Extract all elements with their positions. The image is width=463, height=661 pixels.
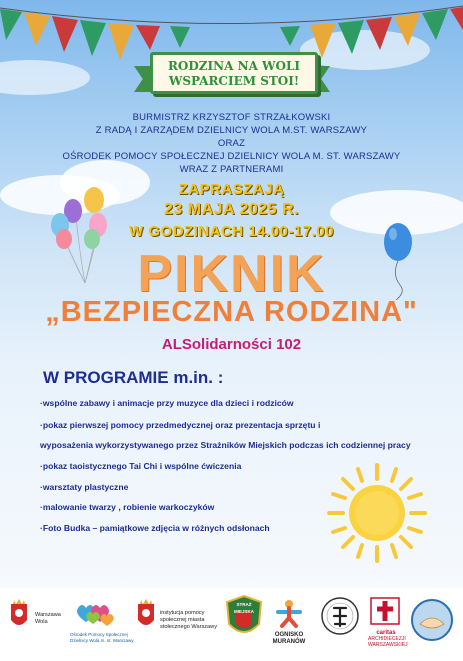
caritas-line1: caritas xyxy=(376,630,396,636)
program-title: W PROGRAMIE m.in. : xyxy=(43,368,224,387)
institution-line1: instytucja pomocy xyxy=(160,610,205,616)
wola-crest-icon xyxy=(8,598,30,632)
tai-chi-logo xyxy=(320,596,360,640)
straz-label: STRAŻ MIEJSKA xyxy=(233,602,254,614)
institution-logo-text xyxy=(160,610,217,631)
straz-miejska-logo xyxy=(225,594,263,644)
ognisko-figure-icon xyxy=(272,598,306,628)
event-subtitle: „BEZPIECZNA RODZINA" xyxy=(45,296,418,328)
program-item: ·malowanie twarzy , robienie warkoczyków xyxy=(40,502,215,512)
title-banner xyxy=(150,52,318,94)
wola-logo-line2: Wola xyxy=(35,619,48,625)
organizer-line-1: BURMISTRZ KRZYSZTOF STRZAŁKOWSKI xyxy=(132,112,331,123)
tai-chi-emblem-icon xyxy=(320,596,360,636)
caritas-cross-icon xyxy=(368,596,402,626)
program-item: wyposażenia wykorzystywanego przez Strażników Miejskich podczas ich codziennej pracy xyxy=(40,440,411,450)
banner-line-1: RODZINA NA WOLI xyxy=(167,59,301,73)
ognisko-line2: MURANÓW xyxy=(272,639,306,645)
event-time: W GODZINACH 14.00-17.00 xyxy=(129,223,334,240)
event-address: ALSolidarności 102 xyxy=(161,336,302,353)
organizer-line-4: OŚRODEK POMOCY SPOŁECZNEJ DZIELNICY WOLA M. ST. WARSZAWY xyxy=(62,151,401,162)
organizer-line-3: ORAZ xyxy=(217,138,246,149)
ops-logo-line2: Dzielnicy Wola m. st. Warszawy xyxy=(70,637,134,643)
banner-line-2: WSPARCIEM STOI! xyxy=(168,74,300,88)
partner-logos xyxy=(0,588,463,661)
wola-logo-text xyxy=(35,612,61,626)
ognisko-logo xyxy=(272,598,306,646)
organizer-line-5: WRAZ Z PARTNERAMI xyxy=(179,164,284,175)
institution-line2: społecznej miasta xyxy=(160,617,205,623)
ops-logo-line1: Ośrodek Pomocy Społecznej xyxy=(70,632,128,637)
wola-logo xyxy=(8,598,30,636)
ognisko-line1: OGNISKO xyxy=(274,632,304,638)
ops-logo xyxy=(70,600,134,643)
foundation-logo xyxy=(410,598,454,646)
organizer-line-2: Z RADĄ I ZARZĄDEM DZIELNICY WOLA M.ST. WARSZAWY xyxy=(95,125,368,136)
program-item: ·Foto Budka – pamiątkowe zdjęcia w różnych odsłonach xyxy=(40,523,270,533)
program-item: ·pokaz pierwszej pomocy przedmedycznej oraz prezentacja sprzętu i xyxy=(40,420,321,430)
hands-circle-icon xyxy=(410,598,454,642)
sun-icon xyxy=(327,463,427,563)
caritas-line3: WARSZAWSKIEJ xyxy=(368,642,408,648)
program-item: ·pokaz taoistycznego Tai Chi i wspólne ćwiczenia xyxy=(40,461,242,471)
program-item: ·wspólne zabawy i animacje przy muzyce dla dzieci i rodziców xyxy=(40,398,294,408)
event-date: 23 MAJA 2025 R. xyxy=(164,201,299,218)
program-item: ·warsztaty plastyczne xyxy=(40,482,129,492)
ops-hearts-icon xyxy=(70,600,126,628)
event-title: PIKNIK xyxy=(137,245,326,303)
institution-logo xyxy=(135,598,157,636)
caritas-line2: ARCHIDIECEZJI xyxy=(368,636,406,642)
wola-logo-line1: Warszawa xyxy=(35,612,61,618)
warsaw-crest-icon xyxy=(135,598,157,632)
institution-line3: stołecznego Warszawy xyxy=(160,624,217,630)
invite-text: ZAPRASZAJĄ xyxy=(178,181,285,198)
caritas-logo xyxy=(368,596,408,648)
